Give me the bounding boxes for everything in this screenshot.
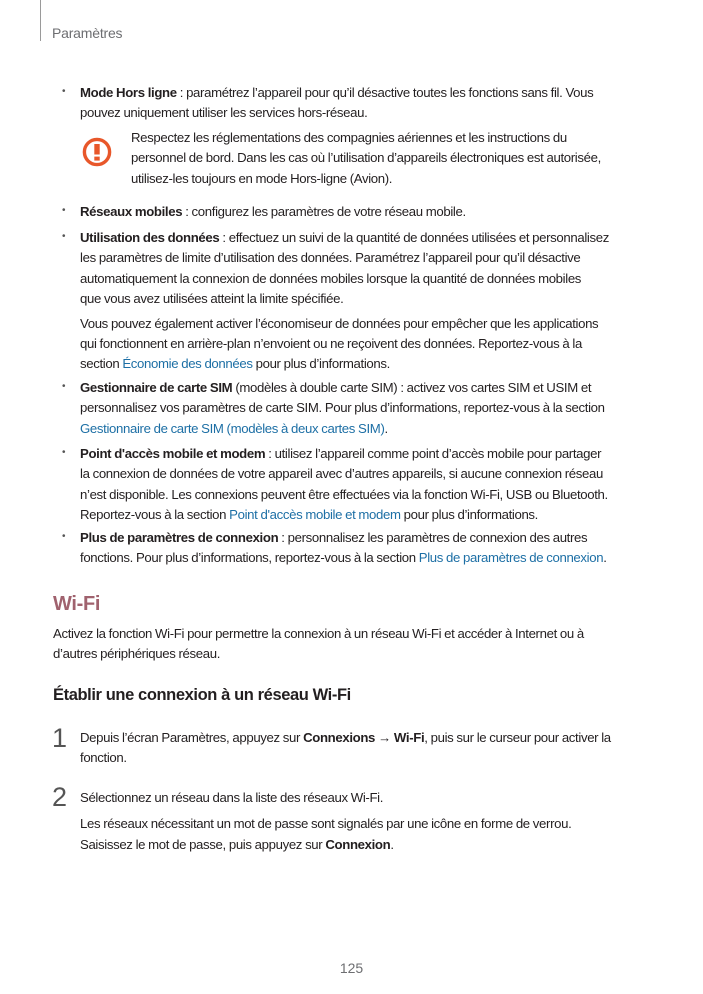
list-item-gestionnaire-sim: [80, 378, 670, 439]
text: (modèles à double carte SIM) : activez vos cartes SIM et USIM et: [232, 380, 592, 395]
menu-path-connexions: Connexions: [303, 730, 376, 745]
text: : configurez les paramètres de votre réseau mobile.: [182, 204, 466, 219]
list-item-reseaux-mobiles: [80, 202, 660, 222]
text: Les réseaux nécessitant un mot de passe sont signalés par une icône en forme de verrou.: [80, 816, 572, 832]
text: : effectuez un suivi de la quantité de données utilisées et personnalisez: [219, 230, 609, 245]
bullet-icon: •: [62, 531, 66, 542]
text: Activez la fonction Wi-Fi pour permettre la connexion à un réseau Wi-Fi et accéder à Internet ou à: [53, 626, 584, 641]
text: : personnalisez les paramètres de connexion des autres: [278, 530, 588, 545]
text: personnel de bord. Dans les cas où l’utilisation d’appareils électroniques est autorisée,: [131, 150, 601, 166]
subheading-connect-wifi: Établir une connexion à un réseau Wi-Fi: [53, 686, 351, 704]
text: pour plus d’informations.: [400, 507, 538, 523]
text: d’autres périphériques réseau.: [53, 646, 221, 662]
menu-path-wifi: Wi-Fi: [393, 730, 425, 745]
text: fonctions. Pour plus d’informations, reportez-vous à la section: [80, 550, 419, 566]
text: pour plus d’informations.: [252, 356, 390, 372]
text: personnalisez vos paramètres de carte SIM. Pour plus d’informations, reportez-vous à la section: [80, 400, 605, 416]
term: Utilisation des données: [80, 230, 220, 245]
text: : utilisez l’appareil comme point d’accès mobile pour partager: [265, 446, 602, 461]
link-gestionnaire-sim[interactable]: Gestionnaire de carte SIM (modèles à deux cartes SIM): [80, 420, 385, 436]
text: fonction.: [80, 750, 127, 766]
wifi-intro: [53, 624, 673, 665]
bullet-icon: •: [62, 447, 66, 458]
section-heading-wifi: Wi-Fi: [53, 593, 101, 615]
link-plus-parametres[interactable]: Plus de paramètres de connexion: [418, 550, 604, 566]
bullet-icon: •: [62, 381, 66, 392]
text: pouvez uniquement utiliser les services hors-réseau.: [80, 105, 368, 121]
text: les paramètres de limite d’utilisation des données. Paramétrez l’appareil pour qu’il désactive: [80, 250, 581, 266]
text: utilisez-les toujours en mode Hors-ligne (Avion).: [131, 170, 393, 186]
text: : paramétrez l’appareil pour qu’il désactive toutes les fonctions sans fil. Vous: [176, 85, 594, 100]
term: Plus de paramètres de connexion: [80, 530, 279, 545]
step-number: 2: [52, 782, 68, 812]
text: Vous pouvez également activer l’économiseur de données pour empêcher que les applications: [80, 315, 599, 331]
list-item-utilisation-donnees: [80, 228, 670, 375]
text: que vous avez utilisées atteint la limite spécifiée.: [80, 291, 344, 307]
text: section: [80, 356, 123, 372]
text: Saisissez le mot de passe, puis appuyez sur: [80, 836, 326, 852]
text: .: [384, 420, 388, 436]
text: Sélectionnez un réseau dans la liste des réseaux Wi-Fi.: [80, 790, 384, 805]
step-number: 1: [52, 723, 68, 753]
text: la connexion de données de votre appareil avec d’autres appareils, si aucune connexion réseau: [80, 466, 603, 482]
bullet-icon: •: [62, 231, 66, 242]
text: Reportez-vous à la section: [80, 507, 230, 523]
link-economie-donnees[interactable]: Économie des données: [122, 356, 253, 372]
text: Depuis l’écran Paramètres, appuyez sur: [80, 730, 304, 745]
page-header: Paramètres: [52, 25, 123, 41]
bullet-icon: •: [62, 86, 66, 97]
warning-note: [131, 128, 661, 189]
list-item-point-acces: [80, 444, 670, 526]
list-item-plus-parametres: [80, 528, 680, 569]
button-label-connexion: Connexion: [325, 836, 391, 852]
text: , puis sur le curseur pour activer la: [424, 730, 611, 745]
step-1: [80, 728, 670, 769]
list-item-mode-hors-ligne: [80, 83, 660, 124]
caution-icon: [82, 137, 112, 167]
page-number: 125: [339, 960, 364, 976]
text: qui fonctionnent en arrière-plan n’envoient ou ne reçoivent des données. Reportez-vous à la: [80, 336, 582, 352]
step-2: [80, 788, 670, 855]
term: Réseaux mobiles: [80, 204, 183, 219]
term: Mode Hors ligne: [80, 85, 177, 100]
header-rule: [40, 0, 41, 41]
bullet-icon: •: [62, 205, 66, 216]
text: .: [603, 550, 607, 566]
arrow-icon: →: [375, 730, 394, 745]
term: Point d'accès mobile et modem: [80, 446, 266, 461]
term: Gestionnaire de carte SIM: [80, 380, 233, 395]
text: .: [390, 836, 394, 852]
text: automatiquement la connexion de données mobiles lorsque la quantité de données mobiles: [80, 270, 582, 286]
text: n’est disponible. Les connexions peuvent être effectuées via la fonction Wi-Fi, USB ou Bluetooth.: [80, 486, 608, 502]
link-point-acces[interactable]: Point d'accès mobile et modem: [229, 507, 401, 523]
text: Respectez les réglementations des compagnies aériennes et les instructions du: [131, 130, 567, 145]
